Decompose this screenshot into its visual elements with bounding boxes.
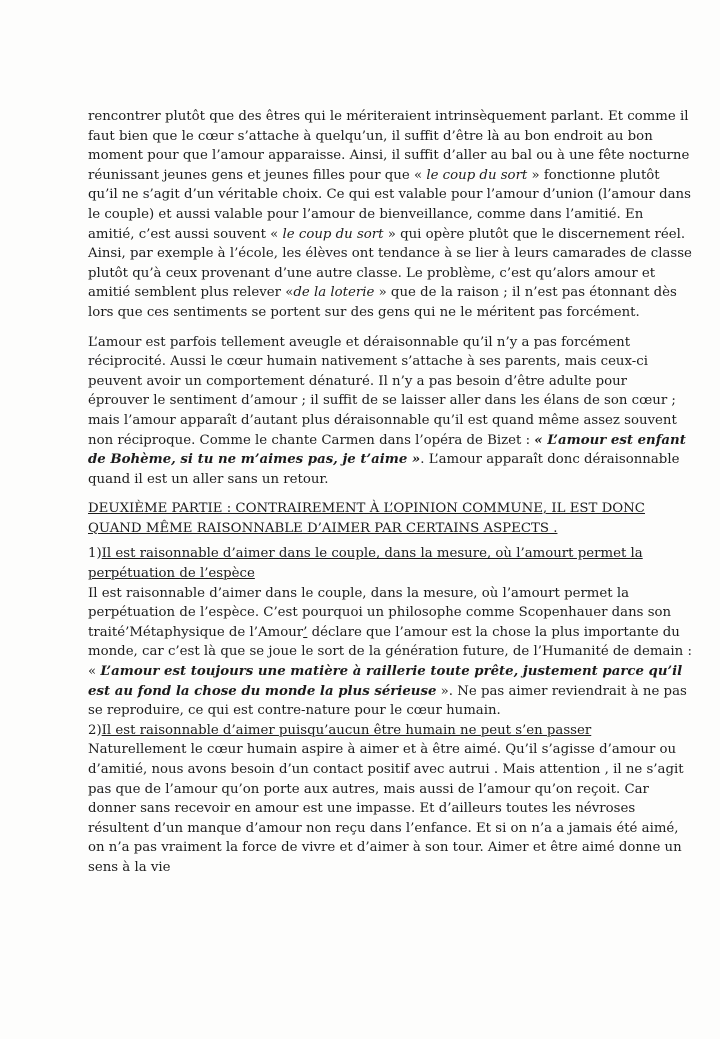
paragraph-1: rencontrer plutôt que des êtres qui le mériteraient intrinsèquement parlant. Et comme il faut bien que le cœur s’attache à quelqu’un, il suffit d’être là au bon endroit au bon moment pour que l’amour apparaisse. Ainsi, il suffit d’aller au bal ou à une fête nocturne réunissant jeunes gens et jeunes filles pour que « le coup du sort » fonctionne plutôt qu’il ne s’agit d’un véritable choix. Ce qui est valable pour l’amour d’union (l’amour dans le couple) et aussi valable pour l’amour de bienveillance, comme dans l’amitié. En amitié, c’est aussi souvent « le coup du sort » qui opère plutôt que le discernement réel. Ainsi, par exemple à l’école, les élèves ont tendance à se lier à leurs camarades de classe plutôt qu’à ceux provenant d’une autre classe. Le problème, c’est qu’alors amour et amitié semblent plus relever «de la loterie » que de la raison ; il n’est pas étonnant dès lors que ces sentiments se portent sur des gens qui ne le méritent pas forcément. (88, 109, 692, 320)
subsection-1-body: Il est raisonnable d’aimer dans le couple, dans la mesure, où l’amourt permet la perpétuation de l’espèce. C’est pourquoi un philosophe comme Scopenhauer dans son traité’Métaphysique de l’Amour’ déclare que l’amour est la chose la plus importante du monde, car c’est là que se joue le sort de la génération future, de l’Humanité de demain : « L’amour est toujours une matière à raillerie toute prête, justement parce qu’il est au fond la chose du monde la plus sérieuse ». Ne pas aimer reviendrait à ne pas se reproduire, ce qui est contre-nature pour le cœur humain. (88, 585, 692, 719)
italic-phrase: le coup du sort (282, 226, 384, 242)
subsection-2-body: Naturellement le cœur humain aspire à aimer et à être aimé. Qu’il s’agisse d’amour ou d’amitié, nous avons besoin d’un contact positif avec autrui . Mais attention , il ne s’agit pas que de l’amour qu’on porte aux autres, mais aussi de l’amour qu’on reçoit. Car donner sans recevoir en amour est une impasse. Et d’ailleurs toutes les névroses résultent d’un manque d’amour non reçu dans l’enfance. Et si on n’a a jamais été aimé, on n’a pas vraiment la force de vivre et d’aimer à son tour. Aimer et être aimé donne un sens à la vie (88, 742, 684, 875)
schopenhauer-quote: L’amour est toujours une matière à raillerie toute prête, justement parce qu’il est au fond la chose du monde la plus sérieuse (88, 664, 683, 699)
italic-phrase: de la loterie (293, 285, 375, 301)
subsection-1-title: 1)Il est raisonnable d’aimer dans le couple, dans la mesure, où l’amourt permet la perpétuation de l’espèce (88, 546, 643, 582)
subsection-2-title: 2)Il est raisonnable d’aimer puisqu’aucun être humain ne peut s’en passer (88, 722, 592, 738)
section-heading: DEUXIÈME PARTIE : CONTRAIREMENT À L’OPINION COMMUNE, IL EST DONC QUAND MÊME RAISONNABLE D’AIMER PAR CERTAINS ASPECTS . (88, 501, 645, 536)
paragraph-2: L’amour est parfois tellement aveugle et déraisonnable qu’il n’y a pas forcément réciprocité. Aussi le cœur humain nativement s’attache à ses parents, mais ceux-ci peuvent avoir un comportement dénaturé. Il n’y a pas besoin d’être adulte pour éprouver le sentiment d’amour ; il suffit de se laisser aller dans les élans de son cœur ; mais l’amour apparaît d’autant plus déraisonnable qu’il est quand même assez souvent non réciproque. Comme le chante Carmen dans l’opéra de Bizet : « L’amour est enfant de Bohème, si tu ne m’aimes pas, je t’aime ». L’amour apparaît donc déraisonnable quand il est un aller sans un retour. (88, 334, 686, 487)
bizet-quote: « L’amour est enfant de Bohème, si tu ne m’aimes pas, je t’aime » (88, 432, 686, 468)
italic-phrase: le coup du sort (426, 167, 528, 183)
